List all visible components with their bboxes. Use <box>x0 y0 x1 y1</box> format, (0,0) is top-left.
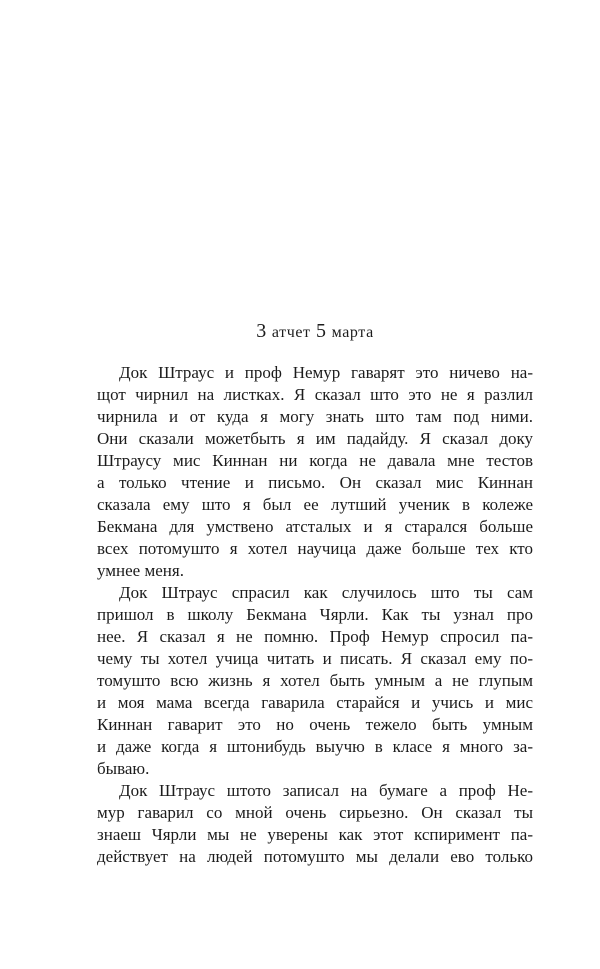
text-line: Штраусу мис Киннан ни когда не давала мне тестов <box>97 451 533 470</box>
text-line: щот чирнил на листках. Я сказал што это не я разлил <box>97 385 533 404</box>
text-line: Док Штраус и проф Немур гаварят это ничево на- <box>119 363 533 382</box>
text-line: Бекмана для умствено атсталых и я старался больше <box>97 517 533 536</box>
text-line: чему ты хотел учица читать и писать. Я сказал ему по- <box>97 649 533 668</box>
text-line: Они сказали можетбыть я им падайду. Я сказал доку <box>97 429 533 448</box>
text-line: бываю. <box>97 759 150 778</box>
chapter-heading <box>97 320 533 343</box>
text-line: сказала ему што я был ее лутший ученик в колеже <box>97 495 533 514</box>
heading-month: марта <box>331 324 374 341</box>
body-text <box>97 362 533 868</box>
text-line: знаеш Чярли мы не уверены как этот кспиримент па- <box>97 825 533 844</box>
text-line: и моя мама всегда гаварила старайся и учись и мис <box>97 693 533 712</box>
heading-date-number: 5 <box>315 320 327 342</box>
text-line: нее. Я сказал я не помню. Проф Немур спросил па- <box>97 627 533 646</box>
text-line: пришол в школу Бекмана Чярли. Как ты узнал про <box>97 605 533 624</box>
text-line: Док Штраус штото записал на бумаге а проф Не- <box>119 781 533 800</box>
text-line: и даже когда я штонибудь выучю в класе я много за- <box>97 737 533 756</box>
text-line: чирнила и от куда я могу знать што там под ними. <box>97 407 533 426</box>
text-line: Док Штраус спрасил как случилось што ты сам <box>119 583 533 602</box>
text-line: томушто всю жизнь я хотел быть умным а не глупым <box>97 671 533 690</box>
heading-number: 3 <box>256 320 267 342</box>
text-line: а только чтение и письмо. Он сказал мис Киннан <box>97 473 533 492</box>
text-line: Киннан гаварит это но очень тежело быть умным <box>97 715 533 734</box>
heading-word: атчет <box>271 324 311 341</box>
text-line: мур гаварил со мной очень сирьезно. Он сказал ты <box>97 803 533 822</box>
text-line: действует на людей потомушто мы делали ево только <box>97 847 533 866</box>
text-line: всех потомушто я хотел научица даже больше тех кто <box>97 539 533 558</box>
text-line: умнее меня. <box>97 561 184 580</box>
